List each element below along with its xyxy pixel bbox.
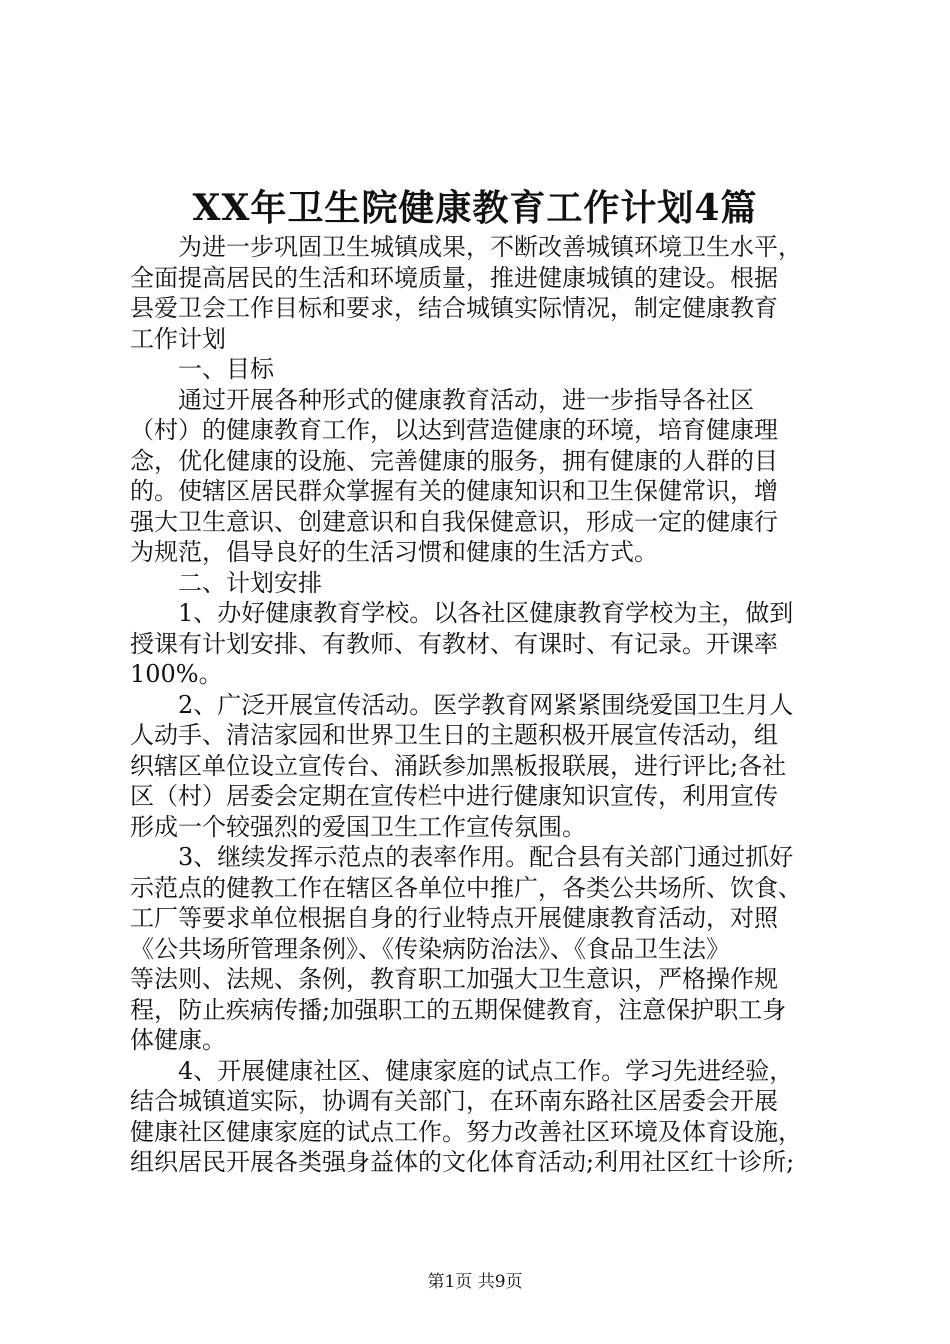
- paragraph-line: 形成一个较强烈的爱国卫生工作宣传氛围。: [130, 812, 586, 841]
- paragraph-line: 区（村）居委会定期在宣传栏中进行健康知识宣传，利用宣传: [130, 782, 778, 810]
- paragraph-line: 工厂等要求单位根据自身的行业特点开展健康教育活动，对照: [130, 904, 778, 932]
- paragraph-line: 健康社区健康家庭的试点工作。努力改善社区环境及体育设施，: [130, 1117, 802, 1146]
- paragraph-line: 4、开展健康社区、健康家庭的试点工作。学习先进经验，: [178, 1056, 794, 1085]
- paragraph-line: 全面提高居民的生活和环境质量，推进健康城镇的建设。根据: [130, 263, 778, 292]
- paragraph-line: 100%。: [130, 660, 223, 688]
- paragraph-line: 的。使辖区居民群众掌握有关的健康知识和卫生保健常识，增: [130, 477, 778, 505]
- paragraph-line: 工作计划: [130, 324, 226, 353]
- paragraph-line: 为规范，倡导良好的生活习惯和健康的生活方式。: [130, 538, 658, 566]
- paragraph-line: 通过开展各种形式的健康教育活动，进一步指导各社区: [178, 385, 754, 414]
- section-heading: 二、计划安排: [178, 568, 322, 597]
- paragraph-line: 念，优化健康的设施、完善健康的服务，拥有健康的人群的目: [130, 446, 778, 475]
- paragraph-line: 等法则、法规、条例，教育职工加强大卫生意识，严格操作规: [130, 965, 778, 993]
- paragraph-line: 强大卫生意识、创建意识和自我保健意识，形成一定的健康行: [130, 507, 778, 536]
- paragraph-line: 2、广泛开展宣传活动。医学教育网紧紧围绕爱国卫生月人: [178, 690, 794, 719]
- page-indicator: 第1页 共9页: [427, 1272, 523, 1292]
- paragraph-line: 程，防止疾病传播;加强职工的五期保健教育，注意保护职工身: [130, 995, 787, 1024]
- paragraph-line: 体健康。: [130, 1026, 226, 1054]
- paragraph-line: 织辖区单位设立宣传台、涌跃参加黑板报联展，进行评比;各社: [130, 751, 787, 780]
- paragraph-line: 为进一步巩固卫生城镇成果，不断改善城镇环境卫生水平，: [178, 233, 802, 261]
- paragraph-line: 县爱卫会工作目标和要求，结合城镇实际情况，制定健康教育: [130, 294, 778, 322]
- paragraph-line: （村）的健康教育工作，以达到营造健康的环境，培育健康理: [130, 416, 778, 444]
- paragraph-line: 授课有计划安排、有教师、有教材、有课时、有记录。开课率: [130, 629, 778, 658]
- paragraph-line: 《公共场所管理条例》、《传染病防治法》、《食品卫生法》: [130, 934, 730, 963]
- paragraph-line: 人动手、清洁家园和世界卫生日的主题积极开展宣传活动，组: [130, 721, 778, 749]
- paragraph-line: 3、继续发挥示范点的表率作用。配合县有关部门通过抓好: [178, 843, 794, 871]
- document-title: XX年卫生院健康教育工作计划4篇: [192, 187, 758, 229]
- paragraph-line: 组织居民开展各类强身益体的文化体育活动;利用社区红十诊所;: [130, 1148, 795, 1176]
- paragraph-line: 示范点的健教工作在辖区各单位中推广，各类公共场所、饮食、: [130, 873, 802, 902]
- document-body: [130, 232, 830, 1178]
- section-heading: 一、目标: [178, 355, 274, 383]
- paragraph-line: 结合城镇道实际，协调有关部门，在环南东路社区居委会开展: [130, 1087, 778, 1115]
- paragraph-line: 1、办好健康教育学校。以各社区健康教育学校为主，做到: [178, 599, 794, 627]
